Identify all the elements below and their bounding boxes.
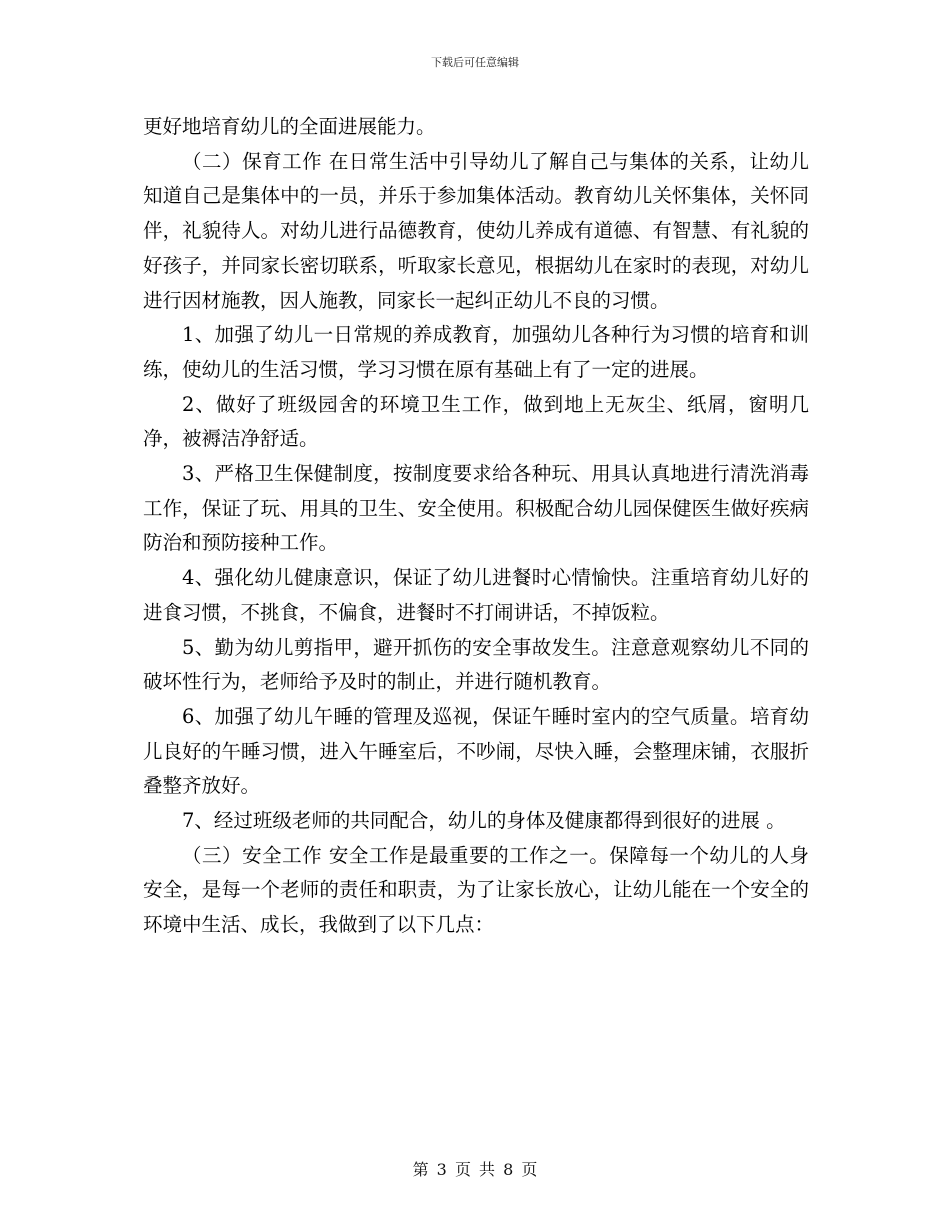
paragraph-item-7: 7、经过班级老师的共同配合，幼儿的身体及健康都得到很好的进展 。	[182, 809, 786, 833]
page-header: 下载后可任意编辑	[431, 56, 519, 69]
paragraph-item-3: 3、严格卫生保健制度，按制度要求给各种玩、用具认真地进行清洗消毒工作，保证了玩、用具的卫生、安全使用。积极配合幼儿园保健医生做好疾病防治和预防接种工作。	[143, 462, 809, 555]
paragraph-childcare-work: （二）保育工作 在日常生活中引导幼儿了解自己与集体的关系，让幼儿知道自己是集体中的一员，并乐于参加集体活动。教育幼儿关怀集体，关怀同伴，礼貌待人。对幼儿进行品德教育，使幼儿养成有道德、有智慧、有礼貌的好孩子，并同家长密切联系，听取家长意见，根据幼儿在家时的表现，对幼儿进行因材施教，因人施教，同家长一起纠正幼儿不良的习惯。	[143, 149, 809, 312]
paragraph-safety-work: （三）安全工作 安全工作是最重要的工作之一。保障每一个幼儿的人身安全，是每一个老师的责任和职责，为了让家长放心，让幼儿能在一个安全的环境中生活、成长，我做到了以下几点：	[143, 843, 809, 937]
page-footer: 第 3 页 共 8 页	[412, 1160, 538, 1179]
paragraph-item-5: 5、勤为幼儿剪指甲，避开抓伤的安全事故发生。注意意观察幼儿不同的破坏性行为，老师给予及时的制止，并进行随机教育。	[143, 635, 809, 694]
paragraph-item-4: 4、强化幼儿健康意识，保证了幼儿进餐时心情愉快。注重培育幼儿好的进食习惯，不挑食，不偏食，进餐时不打闹讲话，不掉饭粒。	[143, 566, 809, 624]
paragraph-item-2: 2、做好了班级园舍的环境卫生工作，做到地上无灰尘、纸屑，窗明几净，被褥洁净舒适。	[143, 392, 809, 451]
paragraph-item-6: 6、加强了幼儿午睡的管理及巡视，保证午睡时室内的空气质量。培育幼儿良好的午睡习惯，进入午睡室后，不吵闹，尽快入睡，会整理床铺，衣服折叠整齐放好。	[143, 704, 809, 798]
document-body	[143, 110, 809, 943]
paragraph-item-1: 1、加强了幼儿一日常规的养成教育，加强幼儿各种行为习惯的培育和训练，使幼儿的生活习惯，学习习惯在原有基础上有了一定的进展。	[143, 323, 809, 381]
paragraph-continuation: 更好地培育幼儿的全面进展能力。	[143, 115, 436, 138]
